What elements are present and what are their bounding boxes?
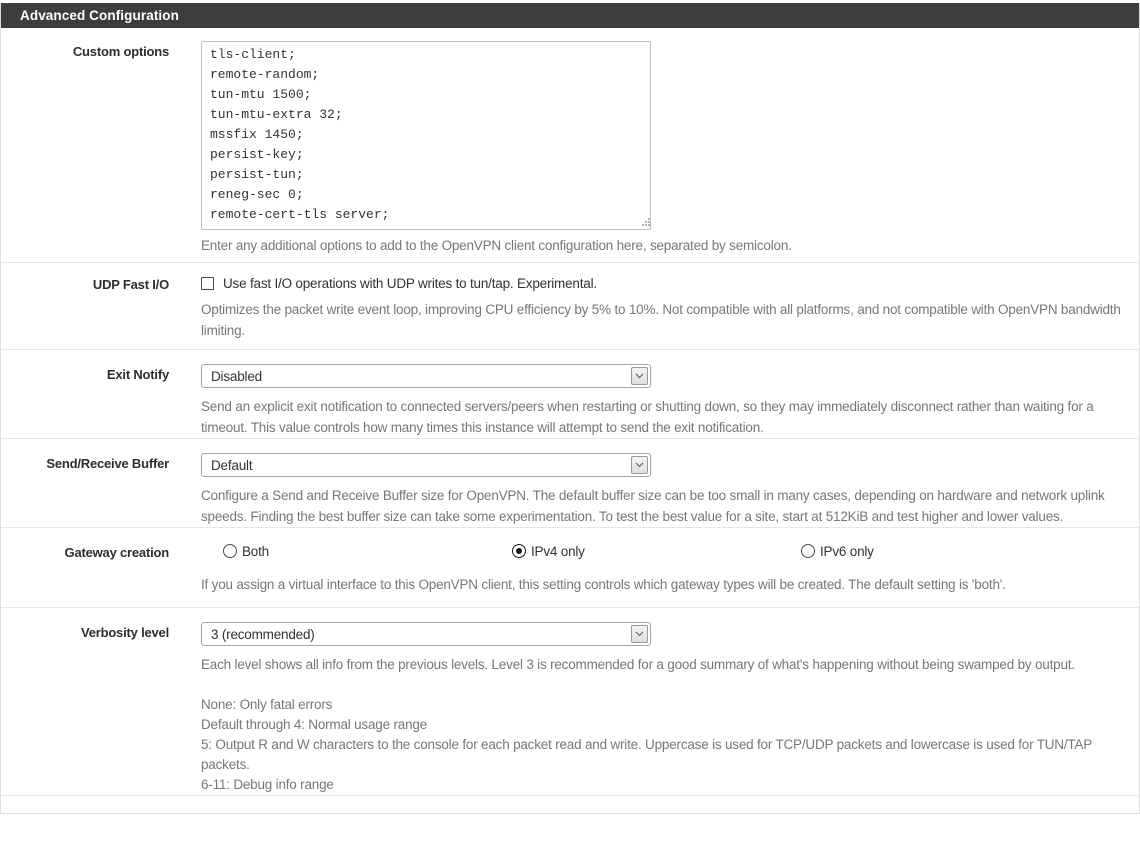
advanced-configuration-panel <box>0 3 1140 796</box>
exit-notify-help: Send an explicit exit notification to connected servers/peers when restarting or shutting down, so they may immediately disconnect rather than waiting for a timeout. This value controls how many times this instance will attempt to send the exit notification. <box>201 399 1094 435</box>
send-receive-buffer-label: Send/Receive Buffer <box>46 456 169 471</box>
radio-option-both[interactable] <box>223 544 512 559</box>
verbosity-level-select-value: 3 (recommended) <box>211 626 315 642</box>
row-gateway-creation <box>1 528 1139 608</box>
gateway-creation-radio-group <box>201 542 1121 560</box>
radio-option-ipv6-only[interactable] <box>801 544 1090 559</box>
verbosity-level-line: 6-11: Debug info range <box>201 777 334 792</box>
radio-both[interactable] <box>223 544 237 558</box>
verbosity-level-help: Each level shows all info from the previous levels. Level 3 is recommended for a good summary of what's happening without being swamped by output. <box>201 657 1075 672</box>
radio-ipv6-only[interactable] <box>801 544 815 558</box>
panel-title: Advanced Configuration <box>1 3 1139 28</box>
panel-body <box>1 28 1139 796</box>
chevron-down-icon <box>635 631 644 637</box>
udp-fast-io-checkbox-row <box>201 274 1121 292</box>
row-verbosity-level <box>1 608 1139 796</box>
send-receive-buffer-content <box>201 453 1121 527</box>
exit-notify-select-value: Disabled <box>211 368 262 384</box>
gateway-creation-label: Gateway creation <box>64 545 169 560</box>
verbosity-level-line: None: Only fatal errors <box>201 697 333 712</box>
send-receive-buffer-select[interactable] <box>201 453 651 477</box>
custom-options-input[interactable] <box>201 41 651 230</box>
custom-options-textarea-wrap <box>201 41 651 230</box>
radio-ipv4-only-label[interactable]: IPv4 only <box>531 543 585 559</box>
exit-notify-content <box>201 364 1121 438</box>
next-panel-strip <box>0 796 1140 814</box>
custom-options-label: Custom options <box>72 44 169 59</box>
udp-fast-io-content <box>201 274 1121 341</box>
udp-fast-io-checkbox-label[interactable]: Use fast I/O operations with UDP writes to tun/tap. Experimental. <box>223 275 597 291</box>
exit-notify-select[interactable] <box>201 364 651 388</box>
row-send-receive-buffer <box>1 439 1139 528</box>
gateway-creation-content <box>201 542 1121 595</box>
custom-options-content <box>201 41 1121 256</box>
verbosity-level-select-button[interactable] <box>631 625 648 643</box>
verbosity-level-content <box>201 622 1121 795</box>
verbosity-level-line: 5: Output R and W characters to the console for each packet read and write. Uppercase is used for TCP/UDP packets and lowercase is used for TUN/TAP packets. <box>201 737 1092 772</box>
send-receive-buffer-select-value: Default <box>211 457 253 473</box>
radio-option-ipv4-only[interactable] <box>512 544 801 559</box>
verbosity-level-label: Verbosity level <box>80 625 169 640</box>
send-receive-buffer-help: Configure a Send and Receive Buffer size for OpenVPN. The default buffer size can be too small in many cases, depending on hardware and network uplink speeds. Finding the best buffer size can take some experimentation. To test the best value for a site, start at 512KiB and test higher and lower values. <box>201 488 1105 524</box>
verbosity-level-select[interactable] <box>201 622 651 646</box>
verbosity-level-line: Default through 4: Normal usage range <box>201 717 427 732</box>
exit-notify-select-button[interactable] <box>631 367 648 385</box>
exit-notify-label: Exit Notify <box>106 367 169 382</box>
row-exit-notify <box>1 350 1139 439</box>
row-custom-options <box>1 28 1139 263</box>
verbosity-levels-list <box>201 695 1121 795</box>
row-udp-fast-io <box>1 263 1139 350</box>
gateway-creation-help: If you assign a virtual interface to this OpenVPN client, this setting controls which gateway types will be created. The default setting is 'both'. <box>201 577 1006 592</box>
custom-options-help: Enter any additional options to add to the OpenVPN client configuration here, separated by semicolon. <box>201 238 792 253</box>
radio-ipv4-only[interactable] <box>512 544 526 558</box>
chevron-down-icon <box>635 462 644 468</box>
send-receive-buffer-select-button[interactable] <box>631 456 648 474</box>
udp-fast-io-help: Optimizes the packet write event loop, improving CPU efficiency by 5% to 10%. Not compatible with all platforms, and not compatible with OpenVPN bandwidth limiting. <box>201 302 1121 338</box>
radio-both-label[interactable]: Both <box>242 543 269 559</box>
radio-ipv6-only-label[interactable]: IPv6 only <box>820 543 874 559</box>
chevron-down-icon <box>635 373 644 379</box>
udp-fast-io-checkbox[interactable] <box>201 277 214 290</box>
udp-fast-io-label: UDP Fast I/O <box>92 277 169 292</box>
